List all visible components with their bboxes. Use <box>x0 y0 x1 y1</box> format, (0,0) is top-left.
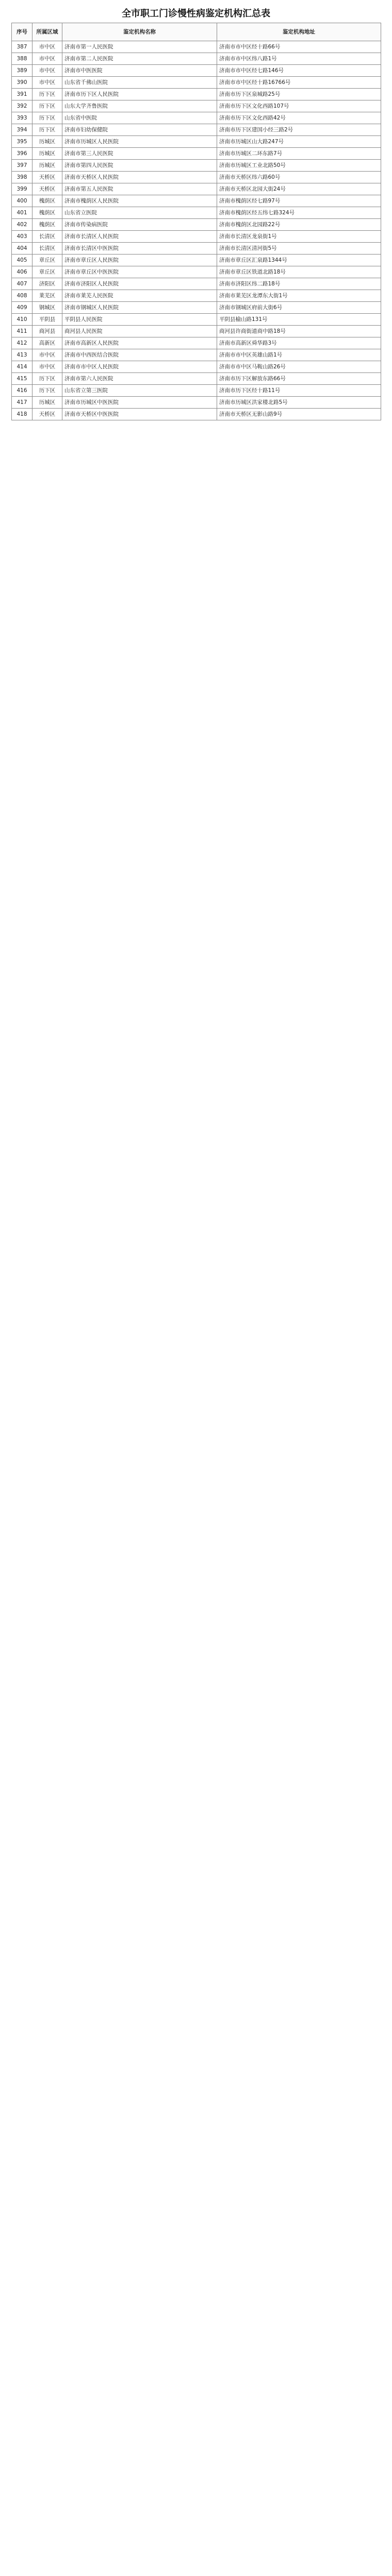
cell-area: 天桥区 <box>32 409 62 420</box>
cell-index: 408 <box>12 290 32 302</box>
cell-address: 济南市市中区经七路146号 <box>217 65 381 77</box>
cell-unit: 山东省立第三医院 <box>62 385 217 397</box>
cell-index: 417 <box>12 397 32 409</box>
cell-address: 济南市历下区经十路11号 <box>217 385 381 397</box>
cell-unit: 济南市第六人民医院 <box>62 373 217 385</box>
cell-index: 395 <box>12 136 32 148</box>
cell-address: 济南市长清区清河街5号 <box>217 243 381 255</box>
table-row <box>12 409 381 420</box>
cell-area: 平阴县 <box>32 314 62 326</box>
cell-index: 403 <box>12 231 32 243</box>
table-row <box>12 397 381 409</box>
table-row <box>12 53 381 65</box>
table-header-row <box>12 23 381 41</box>
cell-address: 济南市市中区经十路16766号 <box>217 77 381 89</box>
table-row <box>12 77 381 89</box>
cell-area: 市中区 <box>32 53 62 65</box>
table-row <box>12 326 381 337</box>
cell-index: 387 <box>12 41 32 53</box>
cell-address: 济南市历城区山大路247号 <box>217 136 381 148</box>
table-row <box>12 89 381 100</box>
table-row <box>12 290 381 302</box>
cell-area: 市中区 <box>32 77 62 89</box>
cell-area: 长清区 <box>32 231 62 243</box>
cell-address: 济南市历城区工业北路50号 <box>217 160 381 172</box>
cell-area: 钢城区 <box>32 302 62 314</box>
cell-area: 槐荫区 <box>32 195 62 207</box>
cell-area: 天桥区 <box>32 183 62 195</box>
cell-address: 济南市莱芜区龙潭东大街1号 <box>217 290 381 302</box>
cell-index: 389 <box>12 65 32 77</box>
header-unit: 鉴定机构名称 <box>62 23 217 41</box>
table-row <box>12 255 381 266</box>
table-row <box>12 195 381 207</box>
institution-table <box>11 23 381 420</box>
cell-unit: 济南市历下区人民医院 <box>62 89 217 100</box>
cell-index: 416 <box>12 385 32 397</box>
cell-area: 历下区 <box>32 89 62 100</box>
cell-address: 济南市槐荫区北园路22号 <box>217 219 381 231</box>
cell-index: 394 <box>12 124 32 136</box>
cell-address: 济南市章丘区汇泉路1344号 <box>217 255 381 266</box>
cell-area: 章丘区 <box>32 266 62 278</box>
cell-unit: 山东省千佛山医院 <box>62 77 217 89</box>
cell-index: 400 <box>12 195 32 207</box>
cell-unit: 济南市传染病医院 <box>62 219 217 231</box>
cell-area: 历城区 <box>32 160 62 172</box>
table-row <box>12 112 381 124</box>
table-row <box>12 231 381 243</box>
table-row <box>12 361 381 373</box>
cell-area: 槐荫区 <box>32 219 62 231</box>
cell-index: 391 <box>12 89 32 100</box>
cell-address: 济南市历下区解放东路66号 <box>217 373 381 385</box>
cell-unit: 济南市章丘区中医医院 <box>62 266 217 278</box>
table-row <box>12 349 381 361</box>
cell-unit: 济南市中西医结合医院 <box>62 349 217 361</box>
cell-unit: 济南市历城区中医医院 <box>62 397 217 409</box>
cell-unit: 济南市第一人民医院 <box>62 41 217 53</box>
cell-unit: 济南市历城区人民医院 <box>62 136 217 148</box>
cell-area: 历城区 <box>32 148 62 160</box>
cell-index: 401 <box>12 207 32 219</box>
cell-address: 济南市市中区英雄山路1号 <box>217 349 381 361</box>
cell-area: 历城区 <box>32 397 62 409</box>
table-row <box>12 337 381 349</box>
cell-area: 历下区 <box>32 100 62 112</box>
cell-area: 历下区 <box>32 385 62 397</box>
cell-address: 平阴县榆山路131号 <box>217 314 381 326</box>
cell-address: 济南市历下区泉城路25号 <box>217 89 381 100</box>
cell-unit: 济南市长清区人民医院 <box>62 231 217 243</box>
cell-unit: 山东省立医院 <box>62 207 217 219</box>
cell-address: 济南市市中区经十路66号 <box>217 41 381 53</box>
cell-area: 历下区 <box>32 124 62 136</box>
table-row <box>12 266 381 278</box>
table-row <box>12 219 381 231</box>
cell-unit: 济南市章丘区人民医院 <box>62 255 217 266</box>
cell-area: 历城区 <box>32 136 62 148</box>
cell-unit: 济南市天桥区中医医院 <box>62 409 217 420</box>
cell-index: 402 <box>12 219 32 231</box>
cell-address: 商河县许商街道商中路18号 <box>217 326 381 337</box>
table-row <box>12 373 381 385</box>
table-row <box>12 314 381 326</box>
cell-index: 413 <box>12 349 32 361</box>
cell-unit: 济南市妇幼保健院 <box>62 124 217 136</box>
cell-index: 410 <box>12 314 32 326</box>
cell-index: 388 <box>12 53 32 65</box>
table-row <box>12 207 381 219</box>
cell-index: 398 <box>12 172 32 183</box>
cell-unit: 济南市第三人民医院 <box>62 148 217 160</box>
cell-area: 章丘区 <box>32 255 62 266</box>
cell-address: 济南市槐荫区经七路97号 <box>217 195 381 207</box>
header-area: 所属区域 <box>32 23 62 41</box>
table-row <box>12 172 381 183</box>
cell-address: 济南市高新区舜华路3号 <box>217 337 381 349</box>
cell-address: 济南市市中区马鞍山路26号 <box>217 361 381 373</box>
cell-area: 市中区 <box>32 65 62 77</box>
cell-area: 历下区 <box>32 112 62 124</box>
cell-area: 商河县 <box>32 326 62 337</box>
cell-unit: 济南市第四人民医院 <box>62 160 217 172</box>
cell-unit: 济南市第五人民医院 <box>62 183 217 195</box>
cell-address: 济南市历城区二环东路7号 <box>217 148 381 160</box>
cell-unit: 济南市市中区人民医院 <box>62 361 217 373</box>
cell-area: 市中区 <box>32 41 62 53</box>
cell-index: 397 <box>12 160 32 172</box>
cell-address: 济南市历下区文化西路107号 <box>217 100 381 112</box>
cell-unit: 济南市莱芜人民医院 <box>62 290 217 302</box>
table-row <box>12 41 381 53</box>
cell-area: 市中区 <box>32 361 62 373</box>
cell-unit: 济南市长清区中医医院 <box>62 243 217 255</box>
cell-unit: 济南市第二人民医院 <box>62 53 217 65</box>
cell-index: 396 <box>12 148 32 160</box>
cell-unit: 济南市天桥区人民医院 <box>62 172 217 183</box>
cell-index: 414 <box>12 361 32 373</box>
table-row <box>12 100 381 112</box>
cell-area: 市中区 <box>32 349 62 361</box>
cell-address: 济南市章丘区铁道北路18号 <box>217 266 381 278</box>
cell-address: 济南市历下区文化西路42号 <box>217 112 381 124</box>
cell-index: 393 <box>12 112 32 124</box>
cell-unit: 平阴县人民医院 <box>62 314 217 326</box>
cell-address: 济南市天桥区纬六路60号 <box>217 172 381 183</box>
cell-unit: 济南市槐荫区人民医院 <box>62 195 217 207</box>
cell-address: 济南市长清区龙泉街1号 <box>217 231 381 243</box>
cell-address: 济南市历下区建国小经三路2号 <box>217 124 381 136</box>
cell-address: 济南市天桥区北园大街24号 <box>217 183 381 195</box>
table-row <box>12 385 381 397</box>
table-row <box>12 278 381 290</box>
header-index: 序号 <box>12 23 32 41</box>
cell-unit: 济南市高新区人民医院 <box>62 337 217 349</box>
cell-area: 长清区 <box>32 243 62 255</box>
table-row <box>12 243 381 255</box>
cell-index: 412 <box>12 337 32 349</box>
cell-address: 济南市济阳区纬二路18号 <box>217 278 381 290</box>
cell-area: 天桥区 <box>32 172 62 183</box>
table-row <box>12 148 381 160</box>
cell-area: 济阳区 <box>32 278 62 290</box>
table-row <box>12 65 381 77</box>
cell-address: 济南市历城区洪家楼北路5号 <box>217 397 381 409</box>
cell-index: 404 <box>12 243 32 255</box>
cell-unit: 济南市中医医院 <box>62 65 217 77</box>
table-row <box>12 160 381 172</box>
cell-index: 392 <box>12 100 32 112</box>
cell-unit: 山东大学齐鲁医院 <box>62 100 217 112</box>
cell-index: 409 <box>12 302 32 314</box>
cell-address: 济南市天桥区无影山路9号 <box>217 409 381 420</box>
cell-index: 399 <box>12 183 32 195</box>
cell-index: 405 <box>12 255 32 266</box>
table-row <box>12 302 381 314</box>
cell-area: 莱芜区 <box>32 290 62 302</box>
table-row <box>12 183 381 195</box>
cell-address: 济南市槐荫区经五纬七路324号 <box>217 207 381 219</box>
cell-index: 418 <box>12 409 32 420</box>
cell-area: 高新区 <box>32 337 62 349</box>
page-title: 全市职工门诊慢性病鉴定机构汇总表 <box>122 8 270 19</box>
cell-unit: 商河县人民医院 <box>62 326 217 337</box>
cell-index: 406 <box>12 266 32 278</box>
table-row <box>12 124 381 136</box>
cell-area: 槐荫区 <box>32 207 62 219</box>
cell-address: 济南市市中区纬八路1号 <box>217 53 381 65</box>
cell-index: 411 <box>12 326 32 337</box>
cell-address: 济南市钢城区府前大街6号 <box>217 302 381 314</box>
header-address: 鉴定机构地址 <box>217 23 381 41</box>
cell-unit: 山东省中医院 <box>62 112 217 124</box>
cell-unit: 济南市济阳区人民医院 <box>62 278 217 290</box>
cell-index: 390 <box>12 77 32 89</box>
cell-area: 历下区 <box>32 373 62 385</box>
cell-index: 407 <box>12 278 32 290</box>
table-row <box>12 136 381 148</box>
cell-index: 415 <box>12 373 32 385</box>
cell-unit: 济南市钢城区人民医院 <box>62 302 217 314</box>
